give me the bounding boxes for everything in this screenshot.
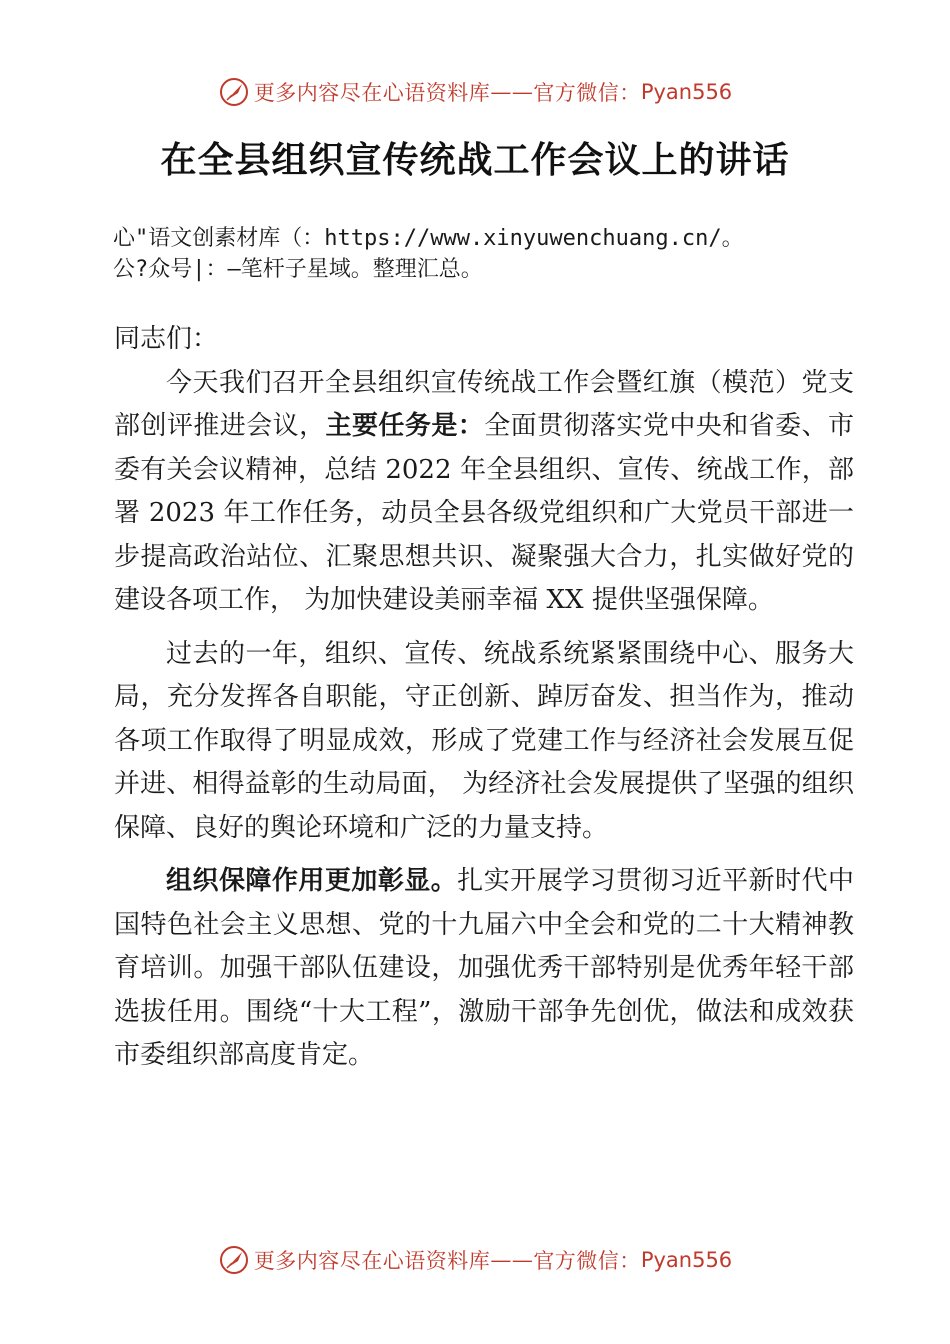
document-title: 在全县组织宣传统战工作会议上的讲话 bbox=[160, 139, 790, 181]
paragraph-1-emphasis: 主要任务是： bbox=[325, 411, 485, 441]
header-watermark-banner bbox=[0, 70, 950, 114]
banner-main-text: 更多内容尽在心语资料库 bbox=[253, 81, 491, 105]
footer-banner-dash: —— bbox=[490, 1248, 534, 1272]
quill-pen-logo-icon bbox=[218, 76, 250, 108]
source-note bbox=[113, 223, 893, 285]
source-note-line-1: 心"语文创素材库（：https://www.xinyuwenchuang.cn/。 bbox=[113, 226, 744, 251]
banner-wechat-id: Pyan556 bbox=[640, 80, 733, 104]
speech-body bbox=[114, 318, 854, 1078]
footer-banner-wechat-id: Pyan556 bbox=[640, 1248, 733, 1272]
paragraph-3-body: 扎实开展学习贯彻习近平新时代中国特色社会主义思想、党的十九届六中全会和党的二十大精神教育培训。加强干部队伍建设，加强优秀干部特别是优秀年轻干部选拔任用。围绕“十大工程”，激励干部争先创优，做法和成效获市委组织部高度肯定。 bbox=[114, 866, 854, 1070]
paragraph-1 bbox=[114, 362, 854, 623]
paragraph-2: 过去的一年，组织、宣传、统战系统紧紧围绕中心、服务大局，充分发挥各自职能，守正创新、踔厉奋发、担当作为，推动各项工作取得了明显成效，形成了党建工作与经济社会发展互促并进、相得益彰的生动局面， 为经济社会发展提供了坚强的组织保障、良好的舆论环境和广泛的力量支持。 bbox=[114, 638, 854, 843]
footer-banner-main-text: 更多内容尽在心语资料库 bbox=[253, 1249, 491, 1273]
salutation: 同志们： bbox=[114, 324, 219, 354]
footer-banner-wechat-label: 官方微信： bbox=[533, 1249, 641, 1273]
paragraph-1-body: 全面贯彻落实党中央和省委、市委有关会议精神，总结 2022 年全县组织、宣传、统战工作，部署 2023 年工作任务，动员全县各级党组织和广大党员干部进一步提高政治站位、汇聚思想共识、凝聚强大合力，扎实做好党的建设各项工作， 为加快建设美丽幸福 XX 提供坚强保障。 bbox=[114, 411, 854, 615]
banner-wechat-label: 官方微信： bbox=[533, 81, 641, 105]
paragraph-3 bbox=[114, 860, 854, 1078]
banner-dash: —— bbox=[490, 80, 534, 104]
paragraph-3-heading: 组织保障作用更加彰显。 bbox=[166, 866, 458, 896]
source-note-line-2: 公?众号|：—笔杆子星域。整理汇总。 bbox=[113, 257, 483, 282]
quill-pen-logo-icon bbox=[218, 1244, 250, 1276]
paragraph-1-intro: 今天我们召开全县组织宣传统战工作会暨红旗（模范）党支部创评推进会议， bbox=[114, 367, 854, 441]
footer-watermark-banner bbox=[0, 1238, 950, 1282]
